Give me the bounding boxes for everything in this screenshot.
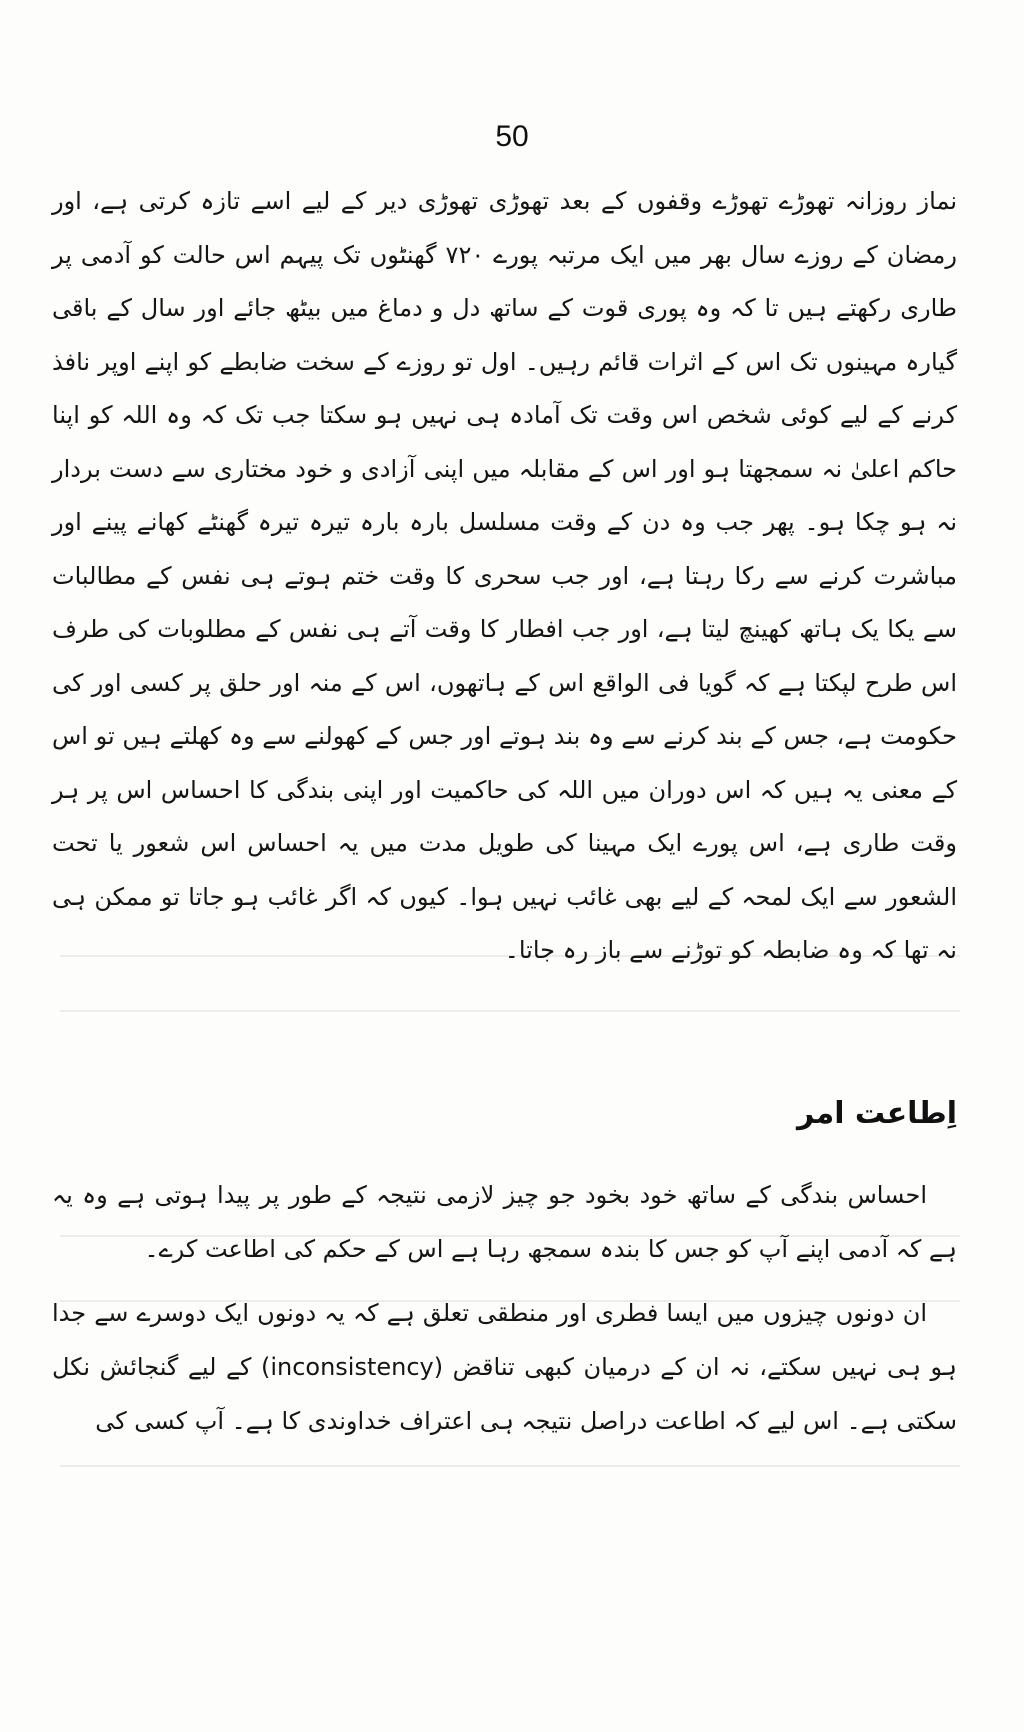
section-paragraph-2: ان دونوں چیزوں میں ایسا فطری اور منطقی تعلق ہے کہ یہ دونوں ایک دوسرے سے جدا ہو ہی نہیں سکتے، نہ ان کے درمیان کبھی تناقض (inconsistency) کے لیے گنجائش نکل سکتی ہے۔ اس لیے کہ اطاعت دراصل نتیجہ ہی اعتراف خداوندی کا ہے۔ آپ کسی کی bbox=[52, 1299, 957, 1435]
section-heading: اِطاعت امر bbox=[796, 1096, 957, 1131]
page-number: 50 bbox=[495, 120, 529, 153]
main-paragraph: نماز روزانہ تھوڑے تھوڑے وقفوں کے بعد تھوڑی تھوڑی دیر کے لیے اسے تازہ کرتی ہے، اور رمضان کے روزے سال بھر میں ایک مرتبہ پورے ۷۲۰ گھنٹوں تک پیہم اس حالت کو آدمی پر طاری رکھتے ہیں تا کہ وہ پوری قوت کے ساتھ دل و دماغ میں بیٹھ جائے اور سال کے باقی گیارہ مہینوں تک اس کے اثرات قائم رہیں۔ اول تو روزے کے سخت ضابطے کو اپنے اوپر نافذ کرنے کے لیے کوئی شخص اس وقت تک آمادہ ہی نہیں ہو سکتا جب تک کہ وہ اللہ کو اپنا حاکم اعلیٰ نہ سمجھتا ہو اور اس کے مقابلہ میں اپنی آزادی و خود مختاری سے دست بردار نہ ہو چکا ہو۔ پھر جب وہ دن کے وقت مسلسل بارہ بارہ تیرہ تیرہ گھنٹے کھانے پینے اور مباشرت کرنے سے رکا رہتا ہے، اور جب سحری کا وقت ختم ہوتے ہی نفس کے مطالبات سے یکا یک ہاتھ کھینچ لیتا ہے، اور جب افطار کا وقت آتے ہی نفس کے مطلوبات کی طرف اس طرح لپکتا ہے کہ گویا فی الواقع اس کے ہاتھوں، اس کے منہ اور حلق پر کسی اور کی حکومت ہے، جس کے بند کرنے سے وہ بند ہوتے اور جس کے کھولنے سے وہ کھلتے ہیں تو اس کے معنی یہ ہیں کہ اس دوران میں اللہ کی حاکمیت اور اپنی بندگی کا احساس اس پر ہر وقت طاری ہے، اس پورے ایک مہینا کی طویل مدت میں یہ احساس اس شعور یا تحت الشعور سے ایک لمحہ کے لیے بھی غائب نہیں ہوا۔ کیوں کہ اگر غائب ہو جاتا تو ممکن ہی نہ تھا کہ وہ ضابطہ کو توڑنے سے باز رہ جاتا۔ bbox=[52, 187, 957, 964]
section-paragraph-1: احساس بندگی کے ساتھ خود بخود جو چیز لازمی نتیجہ کے طور پر پیدا ہوتی ہے وہ یہ ہے کہ آدمی اپنے آپ کو جس کا بندہ سمجھ رہا ہے اس کے حکم کی اطاعت کرے۔ bbox=[52, 1181, 957, 1263]
show-through-line bbox=[60, 1010, 960, 1012]
main-paragraph-block bbox=[52, 175, 957, 978]
show-through-line bbox=[60, 1465, 960, 1467]
section-body bbox=[52, 1168, 957, 1458]
